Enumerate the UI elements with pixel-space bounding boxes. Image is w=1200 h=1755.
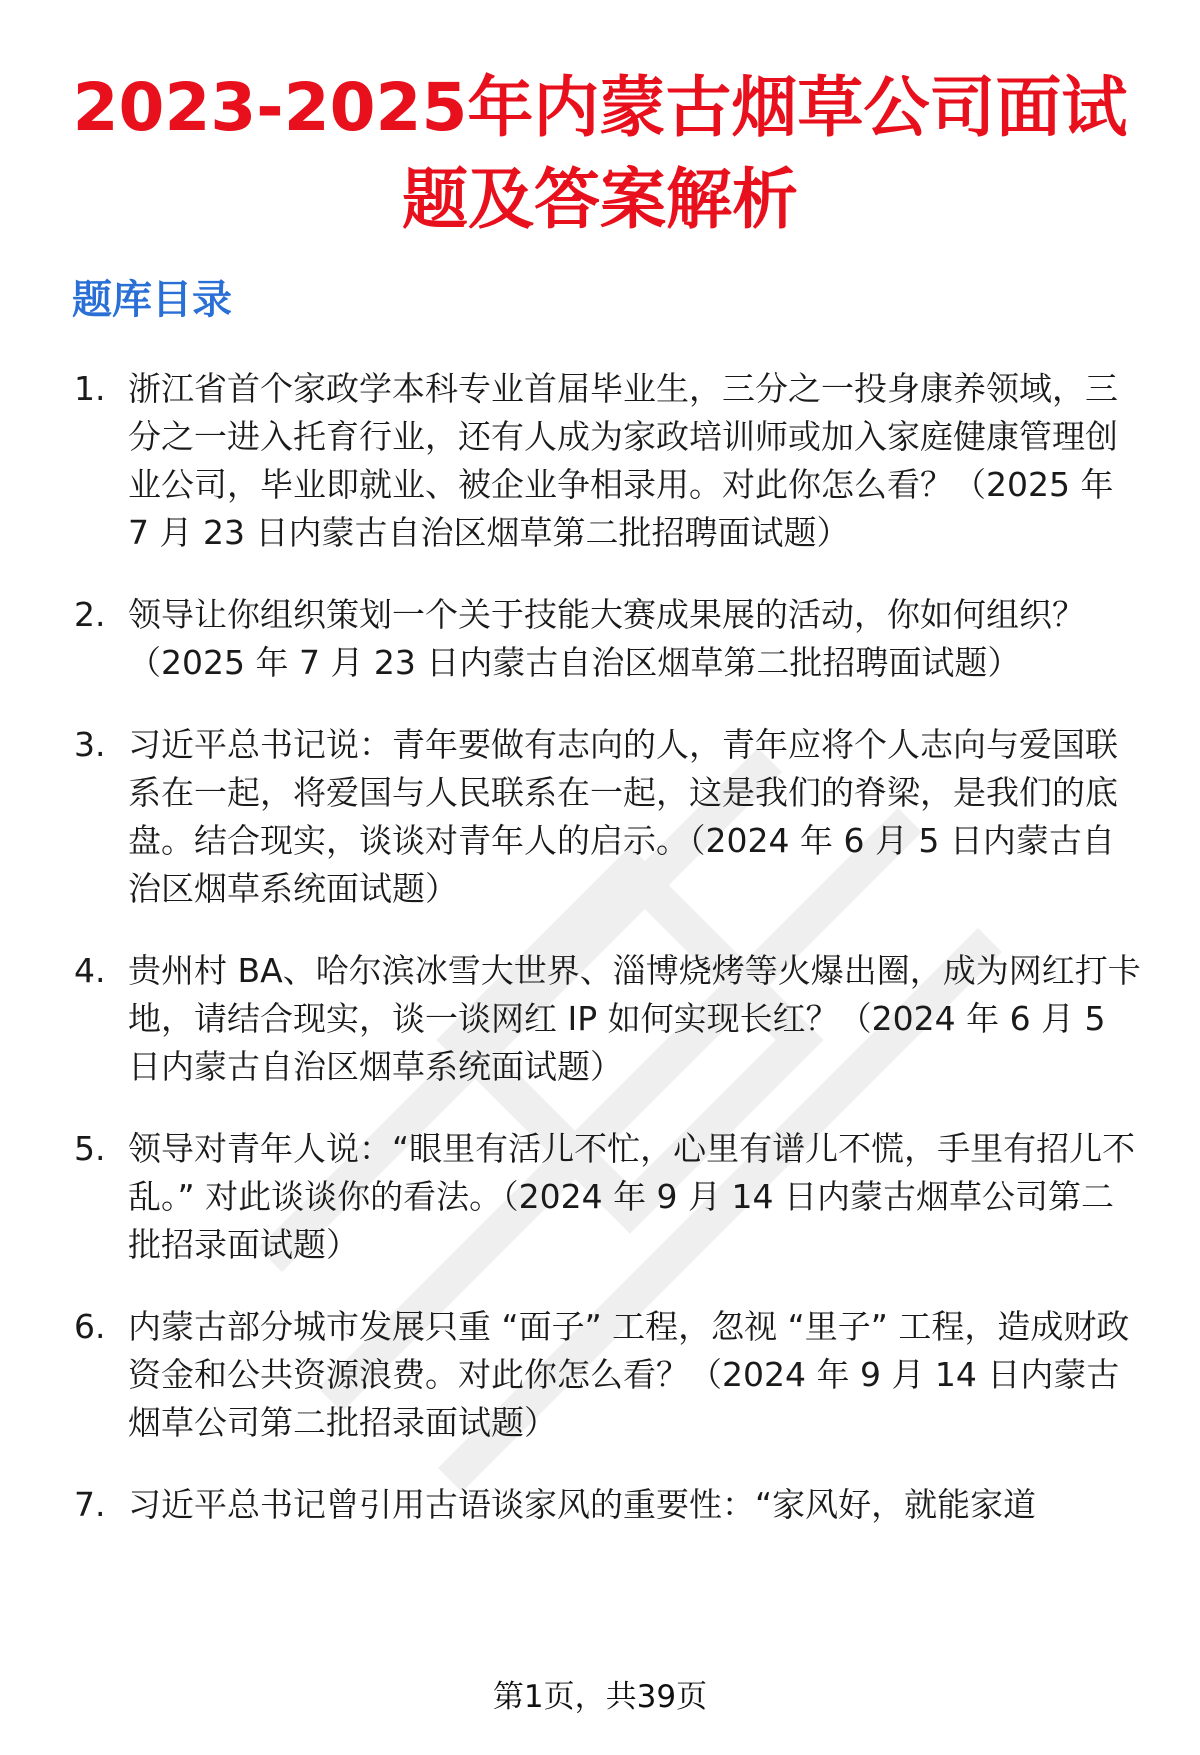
item-text (128, 1481, 1144, 1529)
list-item (74, 591, 1144, 687)
item-number: 6. (74, 1307, 106, 1346)
page-footer: 第1页，共39页 (492, 1679, 708, 1715)
list-item (74, 1125, 1144, 1269)
list-item (74, 365, 1144, 557)
question-source: （2024 年 9 月 14 日内蒙古烟草公司第二批招录面试题） (128, 1355, 1120, 1442)
list-item (74, 721, 1144, 913)
item-text (128, 365, 1144, 557)
item-number: 7. (74, 1485, 106, 1524)
item-text (128, 721, 1144, 913)
question-source: （2024 年 9 月 14 日内蒙古烟草公司第二批招录面试题） (128, 1177, 1115, 1264)
item-text (128, 947, 1144, 1091)
question-source: （2025 年 7 月 23 日内蒙古自治区烟草第二批招聘面试题） (128, 643, 1021, 682)
question-source: （2024 年 6 月 5 日内蒙古自治区烟草系统面试题） (128, 999, 1106, 1086)
item-number: 2. (74, 595, 106, 634)
question-source: （2024 年 6 月 5 日内蒙古自治区烟草系统面试题） (128, 821, 1115, 908)
question-text: 浙江省首个家政学本科专业首届毕业生，三分之一投身康养领域，三分之一进入托育行业，还有人成为家政培训师或加入家庭健康管理创业公司，毕业即就业、被企业争相录用。对此你怎么看？ (128, 369, 1118, 504)
question-text: 习近平总书记曾引用古语谈家风的重要性：“家风好，就能家道 (128, 1485, 1037, 1524)
toc-heading: 题库目录 (72, 277, 232, 323)
question-text: 习近平总书记说：青年要做有志向的人，青年应将个人志向与爱国联系在一起，将爱国与人民联系在一起，这是我们的脊梁，是我们的底盘。结合现实，谈谈对青年人的启示。 (128, 725, 1118, 860)
item-text (128, 1125, 1144, 1269)
list-item (74, 1481, 1144, 1529)
item-number: 1. (74, 369, 106, 408)
question-text: 领导让你组织策划一个关于技能大赛成果展的活动，你如何组织？ (128, 595, 1085, 634)
item-number: 5. (74, 1129, 106, 1168)
item-number: 4. (74, 951, 106, 990)
page-title: 2023-2025年内蒙古烟草公司面试题及答案解析 (72, 69, 1128, 238)
list-item (74, 1303, 1144, 1447)
question-text: 领导对青年人说：“眼里有活儿不忙，心里有谱儿不慌，手里有招儿不乱。” 对此谈谈你的看法。 (128, 1129, 1136, 1216)
question-text: 内蒙古部分城市发展只重 “面子” 工程，忽视 “里子” 工程，造成财政资金和公共资源浪费。对此你怎么看？ (128, 1307, 1130, 1394)
item-number: 3. (74, 725, 106, 764)
item-text (128, 1303, 1144, 1447)
question-list (74, 365, 1144, 1563)
item-text (128, 591, 1144, 687)
question-text: 贵州村 BA、哈尔滨冰雪大世界、淄博烧烤等火爆出圈，成为网红打卡地，请结合现实，谈一谈网红 IP 如何实现长红？ (128, 951, 1141, 1038)
list-item (74, 947, 1144, 1091)
question-source: （2025 年 7 月 23 日内蒙古自治区烟草第二批招聘面试题） (128, 465, 1114, 552)
